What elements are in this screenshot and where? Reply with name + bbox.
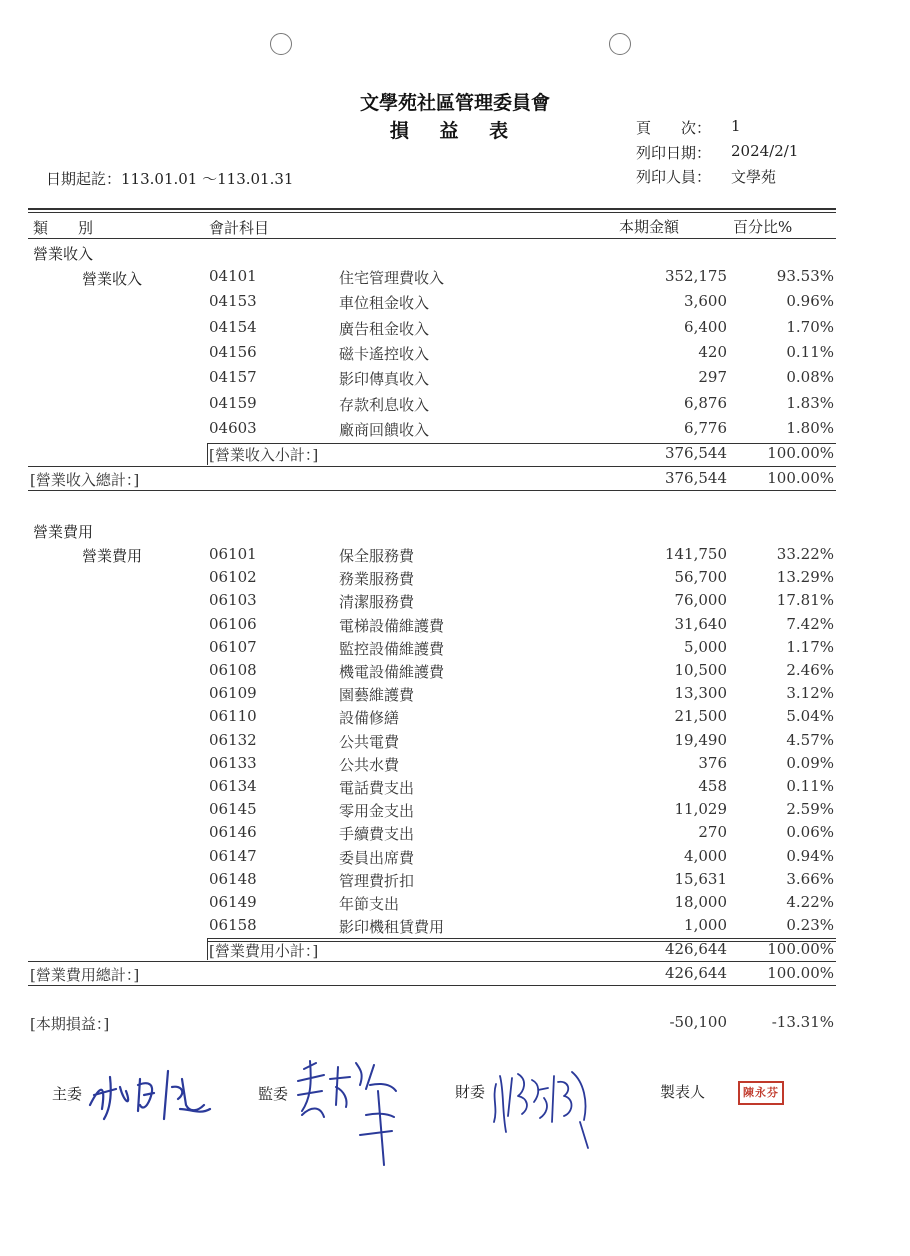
net-income-label: [本期損益：] <box>30 1015 110 1033</box>
expense-total-label: [營業費用總計：] <box>30 966 140 984</box>
table-row <box>0 394 910 418</box>
percent: 2.46% <box>786 661 834 679</box>
finance-signature <box>488 1062 598 1152</box>
finance-label: 財委 <box>455 1083 486 1101</box>
account-name: 住宅管理費收入 <box>339 269 445 287</box>
amount: 376 <box>698 753 727 772</box>
account-name: 年節支出 <box>339 895 400 913</box>
account-name: 影印機租賃費用 <box>339 918 445 937</box>
organization-name: 文學苑社區管理委員會 <box>359 92 550 114</box>
table-row <box>0 267 910 291</box>
table-row <box>0 847 910 871</box>
account-code: 06110 <box>209 707 257 726</box>
amount: 270 <box>698 823 727 842</box>
table-row <box>0 343 910 367</box>
amount: 10,500 <box>674 661 727 679</box>
account-name: 機電設備維護費 <box>339 663 445 681</box>
table-row <box>0 823 910 847</box>
income-total-rule <box>28 466 836 467</box>
chair-signature <box>86 1065 216 1125</box>
account-name: 公共電費 <box>339 732 400 751</box>
account-code: 06145 <box>209 800 257 819</box>
account-name: 磁卡遙控收入 <box>339 344 430 363</box>
header-rule-top-2 <box>28 212 836 213</box>
amount: 18,000 <box>674 893 727 911</box>
account-code: 06147 <box>209 846 257 865</box>
account-code: 06106 <box>209 614 257 633</box>
chair-label: 主委 <box>52 1085 83 1103</box>
percent: 1.70% <box>786 317 834 336</box>
account-code: 06101 <box>209 545 257 563</box>
amount: 1,000 <box>684 916 727 935</box>
preparer-label: 製表人 <box>660 1083 706 1101</box>
expense-subtotal-label: [營業費用小計：] <box>209 942 319 960</box>
amount: 76,000 <box>674 591 727 610</box>
percent: 4.22% <box>786 893 834 911</box>
income-subtotal-amount: 376,544 <box>664 444 727 462</box>
account-name: 務業服務費 <box>339 570 415 589</box>
table-row <box>0 638 910 662</box>
income-total-rule-bottom <box>28 490 836 491</box>
header-rule-bottom <box>28 238 836 239</box>
account-name: 手續費支出 <box>339 825 415 844</box>
account-name: 公共水費 <box>339 755 400 774</box>
account-code: 06134 <box>209 777 257 795</box>
column-category: 類 別 <box>33 219 94 237</box>
percent: 7.42% <box>786 614 834 633</box>
income-subtotal-row <box>0 444 910 468</box>
amount: 3,600 <box>684 292 727 311</box>
expense-group-label: 營業費用 <box>82 547 143 565</box>
amount: 6,400 <box>684 317 727 336</box>
table-row <box>0 591 910 615</box>
account-code: 06149 <box>209 893 257 911</box>
amount: 56,700 <box>674 568 727 587</box>
percent: 0.06% <box>786 823 834 842</box>
expense-total-amount: 426,644 <box>664 964 727 982</box>
account-code: 06132 <box>209 730 257 749</box>
punch-hole-left <box>270 33 292 55</box>
account-code: 04154 <box>209 317 257 336</box>
table-row <box>0 916 910 940</box>
amount: 4,000 <box>684 846 727 865</box>
account-name: 監控設備維護費 <box>339 639 445 658</box>
table-row <box>0 368 910 392</box>
amount: 458 <box>698 777 727 795</box>
amount: 15,631 <box>674 869 727 888</box>
column-percent: 百分比% <box>733 218 793 236</box>
percent: 0.96% <box>786 292 834 311</box>
income-total-label: [營業收入總計：] <box>30 471 140 489</box>
punch-hole-right <box>609 33 631 55</box>
supervisor-label: 監委 <box>258 1085 289 1103</box>
account-name: 存款利息收入 <box>339 395 430 414</box>
date-range: 日期起訖：113.01.01 ～113.01.31 <box>46 170 294 188</box>
table-row <box>0 615 910 639</box>
percent: 0.94% <box>786 846 834 865</box>
income-section-label: 營業收入 <box>33 245 94 263</box>
table-row <box>0 870 910 894</box>
account-name: 保全服務費 <box>339 547 415 565</box>
percent: 0.09% <box>786 753 834 772</box>
income-group-label: 營業收入 <box>82 270 143 288</box>
percent: 1.83% <box>786 393 834 412</box>
table-row <box>0 568 910 592</box>
column-amount: 本期金額 <box>619 218 680 236</box>
percent: 5.04% <box>786 707 834 726</box>
table-row <box>0 684 910 708</box>
account-code: 04101 <box>209 267 257 285</box>
account-code: 06158 <box>209 916 257 935</box>
amount: 5,000 <box>684 637 727 656</box>
account-name: 委員出席費 <box>339 848 415 867</box>
column-account: 會計科目 <box>209 219 270 237</box>
amount: 352,175 <box>664 267 727 285</box>
account-name: 車位租金收入 <box>339 294 430 313</box>
table-row <box>0 777 910 801</box>
income-subtotal-label: [營業收入小計：] <box>209 446 319 464</box>
printer-value: 文學苑 <box>731 168 777 186</box>
account-name: 廠商回饋收入 <box>339 420 430 439</box>
amount: 11,029 <box>674 800 727 819</box>
percent: 0.08% <box>786 368 834 387</box>
report-title: 損 益 表 <box>389 120 521 142</box>
percent: 13.29% <box>776 568 834 587</box>
expense-total-percent: 100.00% <box>767 964 834 982</box>
expense-total-rule <box>28 961 836 962</box>
account-name: 電梯設備維護費 <box>339 616 445 635</box>
account-code: 06107 <box>209 637 257 656</box>
account-code: 06108 <box>209 661 257 679</box>
account-code: 04156 <box>209 342 257 361</box>
percent: 0.11% <box>786 342 834 361</box>
account-name: 電話費支出 <box>339 779 415 797</box>
income-total-amount: 376,544 <box>664 469 727 487</box>
table-row <box>0 318 910 342</box>
amount: 19,490 <box>674 730 727 749</box>
expense-total-rule-bottom <box>28 985 836 986</box>
net-income-row <box>0 1013 910 1037</box>
table-row <box>0 707 910 731</box>
percent: 33.22% <box>776 545 834 563</box>
percent: 17.81% <box>776 591 834 610</box>
percent: 1.80% <box>786 418 834 437</box>
page-value: 1 <box>731 117 741 135</box>
page-label: 頁 次： <box>636 119 712 137</box>
table-row <box>0 292 910 316</box>
expense-section-label: 營業費用 <box>33 523 94 541</box>
table-row <box>0 800 910 824</box>
amount: 13,300 <box>674 684 727 703</box>
account-code: 06103 <box>209 591 257 610</box>
amount: 31,640 <box>674 614 727 633</box>
account-code: 04157 <box>209 368 257 387</box>
net-income-percent: -13.31% <box>771 1013 834 1031</box>
account-code: 06146 <box>209 823 257 842</box>
percent: 2.59% <box>786 800 834 819</box>
preparer-stamp: 陳永芬 <box>738 1081 784 1105</box>
table-row <box>0 661 910 685</box>
percent: 3.12% <box>786 684 834 703</box>
income-total-percent: 100.00% <box>767 469 834 487</box>
header-rule-top <box>28 208 836 210</box>
account-code: 06148 <box>209 869 257 888</box>
percent: 0.11% <box>786 777 834 795</box>
table-row <box>0 545 910 569</box>
supervisor-signature <box>290 1055 410 1170</box>
account-code: 04159 <box>209 393 257 412</box>
net-income-amount: -50,100 <box>669 1013 727 1031</box>
percent: 3.66% <box>786 869 834 888</box>
amount: 6,876 <box>684 393 727 412</box>
account-code: 04153 <box>209 292 257 311</box>
table-row <box>0 893 910 917</box>
expense-subtotal-percent: 100.00% <box>767 940 834 958</box>
account-name: 零用金支出 <box>339 802 415 821</box>
account-name: 管理費折扣 <box>339 871 415 890</box>
print-date-label: 列印日期： <box>636 144 712 162</box>
account-name: 設備修繕 <box>339 709 400 728</box>
percent: 4.57% <box>786 730 834 749</box>
amount: 6,776 <box>684 418 727 437</box>
account-name: 園藝維護費 <box>339 686 415 705</box>
account-name: 廣告租金收入 <box>339 319 430 338</box>
account-code: 06133 <box>209 753 257 772</box>
amount: 420 <box>698 342 727 361</box>
amount: 141,750 <box>664 545 727 563</box>
account-code: 06102 <box>209 568 257 587</box>
expense-subtotal-amount: 426,644 <box>664 940 727 958</box>
percent: 0.23% <box>786 916 834 935</box>
percent: 1.17% <box>786 637 834 656</box>
account-code: 06109 <box>209 684 257 703</box>
account-code: 04603 <box>209 418 257 437</box>
income-subtotal-percent: 100.00% <box>767 444 834 462</box>
expense-subtotal-rule <box>207 938 836 939</box>
account-name: 影印傳真收入 <box>339 370 430 389</box>
amount: 297 <box>698 368 727 387</box>
percent: 93.53% <box>776 267 834 285</box>
printer-label: 列印人員： <box>636 168 712 186</box>
table-row <box>0 754 910 778</box>
account-name: 清潔服務費 <box>339 593 415 612</box>
amount: 21,500 <box>674 707 727 726</box>
table-row <box>0 731 910 755</box>
table-row <box>0 419 910 443</box>
print-date-value: 2024/2/1 <box>731 142 799 160</box>
